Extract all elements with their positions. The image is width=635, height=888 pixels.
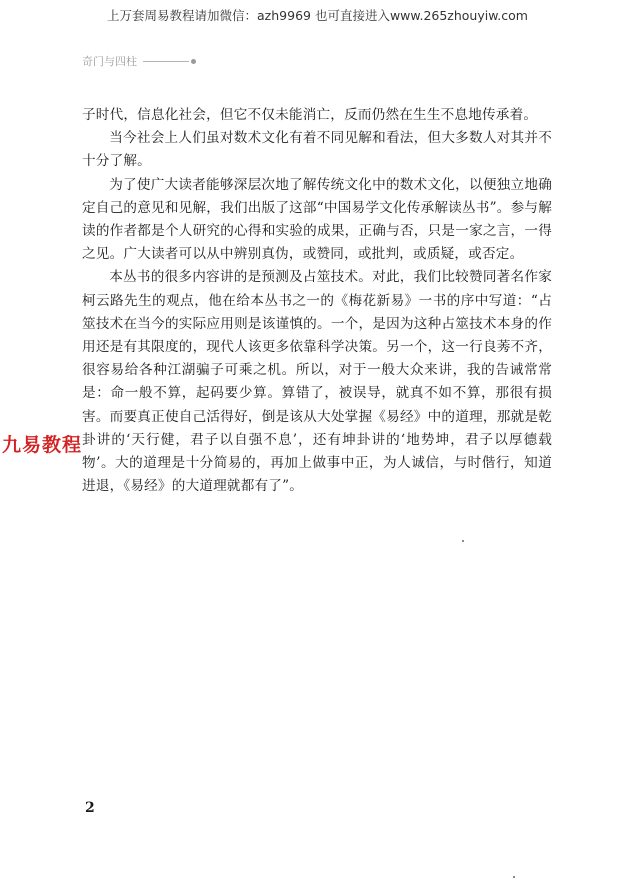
top-banner: 上万套周易教程请加微信：azh9969 也可直接进入www.265zhouyiw.com xyxy=(107,8,528,23)
paragraph: 为了使广大读者能够深层次地了解传统文化中的数术文化，以便独立地确定自己的意见和见解，我们出版了这部“中国易学文化传承解读丛书”。参与解读的作者都是个人研究的心得和实验的成果，正确与否，只是一家之言，一得之见。广大读者可以从中辨别真伪，或赞同，或批判，或质疑，或否定。 xyxy=(82,176,552,263)
watermark-stamp: 九易教程 xyxy=(2,434,83,456)
paragraph-continued: 子时代，信息化社会，但它不仅未能消亡，反而仍然在生生不息地传承着。 xyxy=(82,107,538,123)
body-text xyxy=(82,104,552,498)
scan-speck xyxy=(513,876,515,878)
running-head-title: 奇门与四柱 xyxy=(82,55,137,68)
paragraph: 本丛书的很多内容讲的是预测及占筮技术。对此，我们比较赞同著名作家柯云路先生的观点，他在给本丛书之一的《梅花新易》一书的序中写道：“占筮技术在当今的实际应用则是该谨慎的。一个，是因为这种占筮技术本身的作用还是有其限度的，现代人该更多依靠科学决策。另一个，这一行良莠不齐，很容易给各种江湖骗子可乘之机。所以，对于一般大众来讲，我的告诫常常是：命一般不算，起码要少算。算错了，被误导，就真不如不算，那很有损害。而要真正使自己活得好，倒是该从大处掌握《易经》中的道理，那就是乾卦讲的‘天行健，君子以自强不息’，还有坤卦讲的‘地势坤，君子以厚德载物’。大的道理是十分简易的，再加上做事中正，为人诚信，与时偕行，知道进退，《易经》的大道理就都有了”。 xyxy=(82,269,552,495)
page-number: 2 xyxy=(85,800,95,816)
running-head-dot xyxy=(191,59,196,64)
paragraph: 当今社会上人们虽对数术文化有着不同见解和看法，但大多数人对其并不十分了解。 xyxy=(82,130,552,170)
running-head-rule xyxy=(143,61,189,62)
running-head xyxy=(82,53,196,69)
scan-speck xyxy=(462,540,464,542)
